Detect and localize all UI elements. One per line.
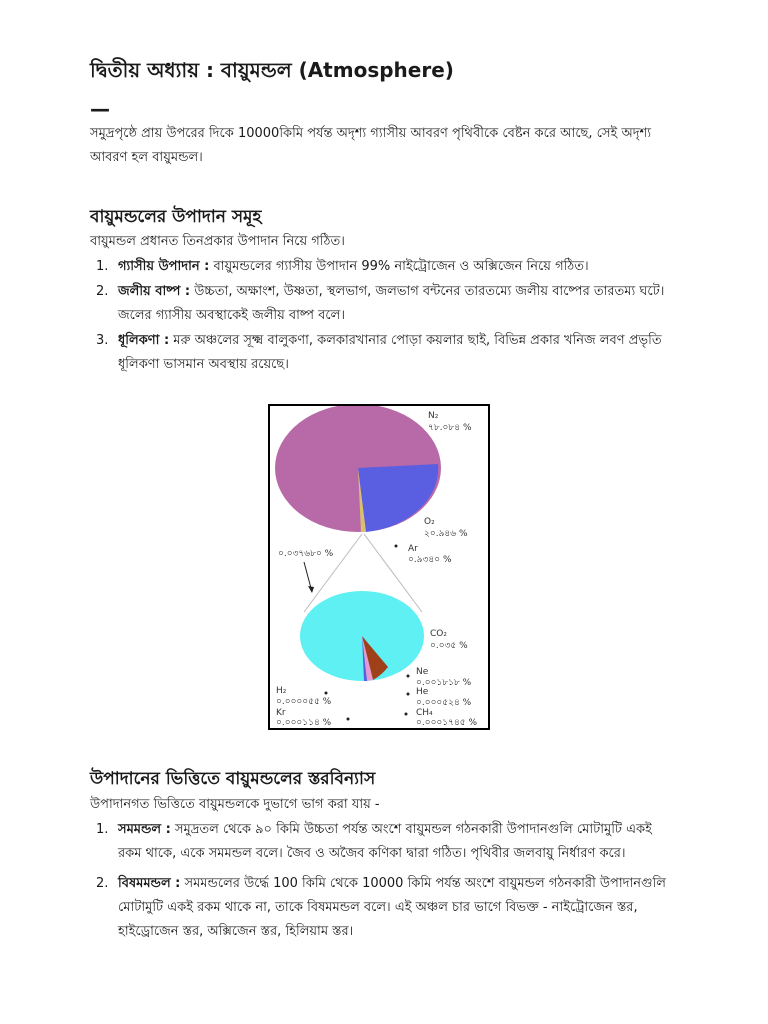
others-value: ০.০৩৭৬৮০ % [278, 549, 334, 559]
h2-value: ০.০০০০৫৫ % [276, 697, 332, 707]
list-item [90, 329, 670, 377]
list-item [90, 255, 670, 279]
atmosphere-composition-figure [268, 404, 490, 730]
list-text: বায়ুমন্ডলের গ্যাসীয় উপাদান 99% নাইট্রোজেন ও অক্সিজেন নিয়ে গঠিত। [209, 259, 589, 274]
title-dash: — [90, 97, 110, 121]
list-term: বিষমমন্ডল : [118, 876, 181, 891]
ar-bullet [395, 545, 398, 548]
kr-value: ০.০০০১১৪ % [276, 718, 332, 728]
ne-bullet [407, 675, 410, 678]
ch4-bullet [405, 713, 408, 716]
list-number: 1. [96, 822, 109, 837]
intro-paragraph: সমুদ্রপৃষ্ঠে প্রায় উপরের দিকে 10000কিমি পর্যন্ত অদৃশ্য গ্যাসীয় আবরণ পৃথিবীকে বেষ্টন করে আছে, সেই অদৃশ্য আবরণ হল বায়ুমন্ডল। [90, 126, 651, 165]
page-title: দ্বিতীয় অধ্যায় : বায়ুমন্ডল (Atmosphere) [90, 58, 454, 82]
he-bullet [407, 693, 410, 696]
n2-value: ৭৮.০৮৪ % [428, 423, 472, 433]
list-text: মরু অঞ্চলের সূক্ষ্ম বালুকণা, কলকারখানার পোড়া কয়লার ছাই, বিভিন্ন প্রকার খনিজ লবণ প্রভৃতি ধূলিকণা ভাসমান অবস্থায় রয়েছে। [118, 333, 662, 372]
list-number: 3. [96, 333, 109, 348]
list-text: উচ্চতা, অক্ষাংশ, উষ্ণতা, স্থলভাগ, জলভাগ বন্টনের তারতম্যে জলীয় বাষ্পের তারতম্য ঘটে। জলের গ্যাসীয় অবস্থাকেই জলীয় বাষ্প বলে। [118, 284, 665, 323]
ar-value: ০.৯৩৪০ % [408, 555, 452, 565]
h2-label: H₂ [276, 686, 287, 696]
co2-value: ০.০৩৫ % [430, 641, 468, 651]
list-number: 2. [96, 876, 109, 891]
n2-label: N₂ [428, 411, 439, 421]
list-term: গ্যাসীয় উপাদান : [118, 259, 210, 274]
list-term: সমমন্ডল : [118, 822, 171, 837]
ch4-value: ০.০০০১৭৪৫ % [416, 718, 478, 728]
ch4-label: CH₄ [416, 708, 433, 718]
ne-value: ০.০০১৮১৮ % [416, 678, 472, 688]
section1-list [90, 255, 670, 378]
section1-heading: বায়ুমন্ডলের উপাদান সমূহ [90, 207, 262, 227]
section2-list [90, 818, 670, 945]
ne-label: Ne [416, 667, 429, 677]
list-text: সমমন্ডলের উর্দ্ধে 100 কিমি থেকে 10000 কিমি পর্যন্ত অংশে বায়ুমন্ডল গঠনকারী উপাদানগুলি মোটামুটি একই রকম থাকে না, তাকে বিষমমন্ডল বলে। এই অঞ্চল চার ভাগে বিভক্ত - নাইট্রোজেন স্তর, হাইড্রোজেন স্তর, অক্সিজেন স্তর, হিলিয়াম স্তর। [118, 876, 666, 939]
composition-diagram [270, 406, 488, 728]
arrowhead-icon [308, 586, 314, 593]
ar-label: Ar [408, 544, 418, 554]
kr-label: Kr [276, 708, 286, 718]
section2-lead: উপাদানগত ভিত্তিতে বায়ুমন্ডলকে দুভাগে ভাগ করা যায় - [90, 797, 380, 812]
list-item [90, 280, 670, 328]
list-term: জলীয় বাষ্প : [118, 284, 191, 299]
list-item [90, 872, 670, 944]
list-number: 1. [96, 259, 109, 274]
h2-bullet [325, 692, 328, 695]
kr-bullet [347, 718, 350, 721]
list-number: 2. [96, 284, 109, 299]
o2-value: ২০.৯৪৬ % [424, 529, 468, 539]
section1-lead: বায়ুমন্ডল প্রধানত তিনপ্রকার উপাদান নিয়ে গঠিত। [90, 234, 345, 249]
he-value: ০.০০০৫২৪ % [416, 698, 472, 708]
list-item [90, 818, 670, 866]
he-label: He [416, 687, 429, 697]
list-text: সমুদ্রতল থেকে ৯০ কিমি উচ্চতা পর্যন্ত অংশে বায়ুমন্ডল গঠনকারী উপাদানগুলি মোটামুটি একই রকম থাকে, একে সমমন্ডল বলে। জৈব ও অজৈব কণিকা দ্বারা গঠিত। পৃথিবীর জলবায়ু নির্ধারণ করে। [118, 822, 652, 861]
co2-label: CO₂ [430, 629, 447, 639]
list-term: ধূলিকণা : [118, 333, 170, 348]
o2-label: O₂ [424, 517, 435, 527]
section2-heading: উপাদানের ভিত্তিতে বায়ুমন্ডলের স্তরবিন্যাস [90, 769, 376, 789]
